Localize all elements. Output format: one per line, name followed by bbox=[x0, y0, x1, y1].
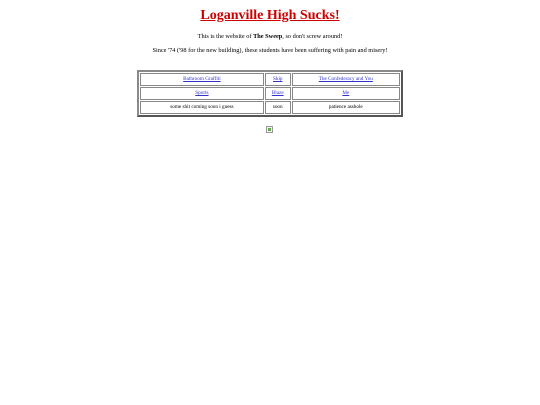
table-row bbox=[140, 73, 400, 86]
link-skip[interactable]: Skip bbox=[272, 76, 283, 82]
table-cell-soon: soon bbox=[265, 101, 291, 114]
intro-text-before: This is the website of bbox=[197, 33, 254, 40]
intro-line-history: Since '74 ('98 for the new building), these students have been suffering with pain and misery! bbox=[152, 47, 388, 54]
table-cell bbox=[140, 87, 264, 100]
table-cell bbox=[292, 73, 400, 86]
page-title: Loganville High Sucks! bbox=[200, 8, 340, 23]
table-cell-coming-soon: some shit coming soon i guess bbox=[140, 101, 264, 114]
broken-image-icon bbox=[266, 126, 273, 133]
link-bathroom-graffiti[interactable]: Bathroom Graffiti bbox=[183, 76, 221, 82]
link-confederacy[interactable]: The Confederacy and You bbox=[318, 76, 373, 82]
intro-text-after: , so don't screw around! bbox=[282, 33, 343, 40]
table-row bbox=[140, 87, 400, 100]
table-row bbox=[140, 101, 400, 114]
table-cell bbox=[292, 87, 400, 100]
table-cell bbox=[265, 87, 291, 100]
link-me[interactable]: Me bbox=[342, 90, 350, 96]
table-cell bbox=[140, 73, 264, 86]
link-sports[interactable]: Sports bbox=[195, 90, 209, 96]
intro-line-website bbox=[0, 33, 540, 41]
link-blaze[interactable]: Blaze bbox=[271, 90, 284, 96]
site-name: The Sweep bbox=[253, 33, 283, 40]
table-cell-patience: patience asshole bbox=[292, 101, 400, 114]
navigation-table bbox=[137, 70, 403, 117]
table-cell bbox=[265, 73, 291, 86]
